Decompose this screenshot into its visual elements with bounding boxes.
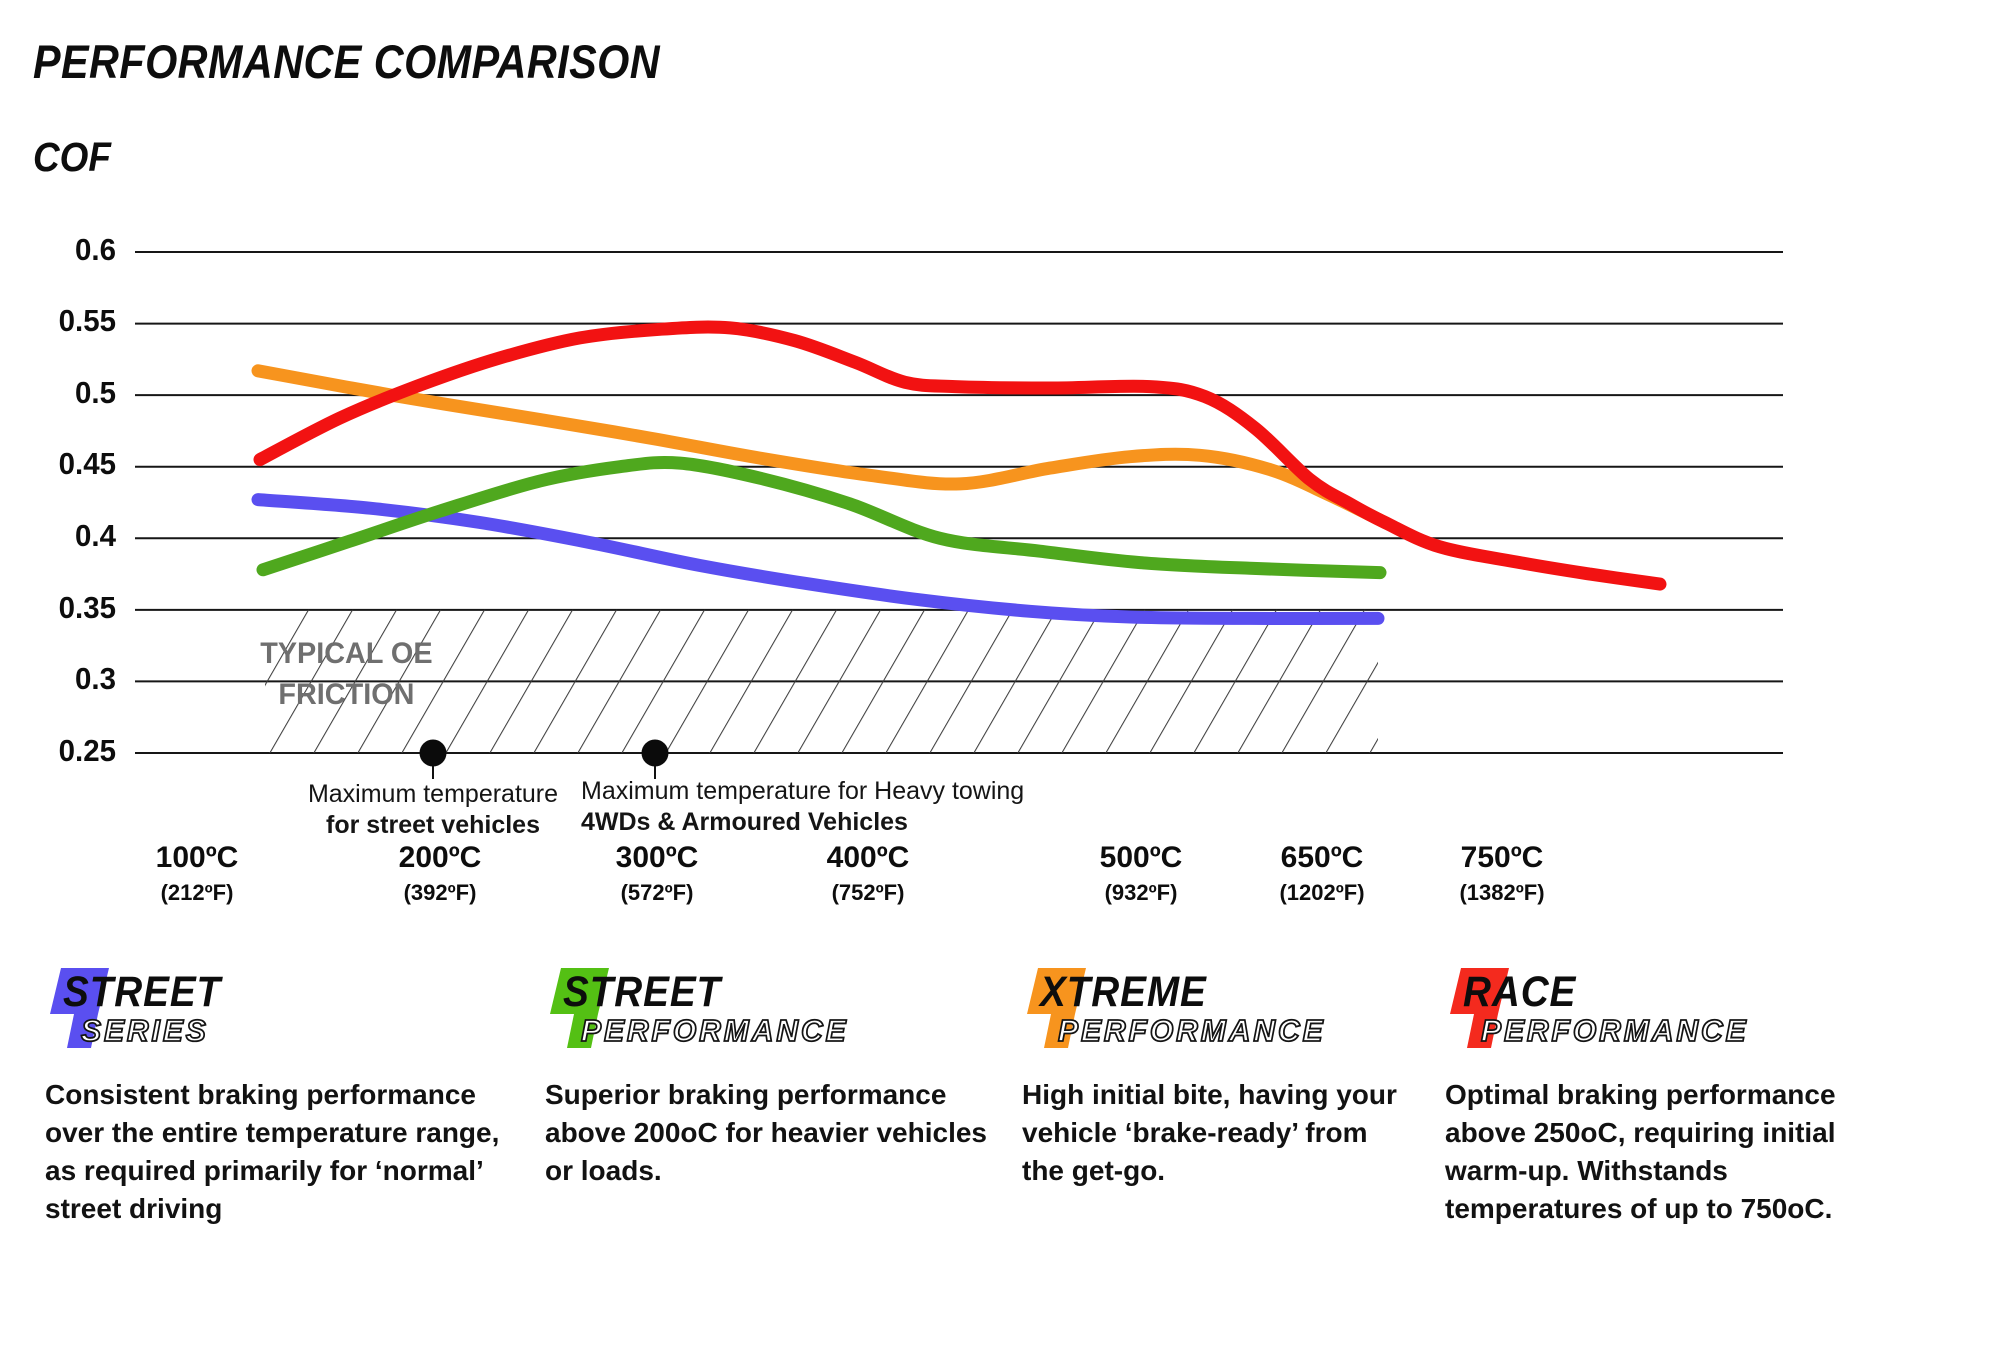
legend-word1: STREET bbox=[563, 968, 722, 1016]
legend-word2: SERIES bbox=[81, 1013, 209, 1048]
annotation-towing-line1: Maximum temperature for Heavy towing bbox=[581, 777, 1025, 805]
legend-street-performance bbox=[545, 966, 1010, 1190]
legend-description: Superior braking performance above 200oC for heavier vehicles or loads. bbox=[545, 1079, 987, 1186]
legend-word1: XTREME bbox=[1040, 968, 1207, 1016]
x-axis-tick bbox=[330, 841, 550, 906]
x-tick-fahrenheit: (212ºF) bbox=[160, 880, 234, 905]
legend-race-performance bbox=[1445, 966, 1895, 1228]
x-axis-tick bbox=[758, 841, 978, 906]
y-axis-tick-label: 0.35 bbox=[58, 590, 116, 625]
legend-word2: PERFORMANCE bbox=[581, 1013, 849, 1048]
typical-oe-friction-line2: FRICTION bbox=[278, 678, 415, 711]
annotation-street-vehicles bbox=[250, 779, 616, 841]
legend-description: Optimal braking performance above 250oC, requiring initial warm-up. Withstands temperatures of up to 750oC. bbox=[1445, 1079, 1836, 1224]
x-tick-fahrenheit: (1382ºF) bbox=[1459, 880, 1545, 905]
y-axis-tick-label: 0.3 bbox=[75, 661, 116, 696]
y-axis-title: COF bbox=[33, 134, 111, 180]
x-tick-fahrenheit: (932ºF) bbox=[1104, 880, 1178, 905]
series-street-performance bbox=[263, 462, 1380, 572]
xtreme-performance-logo bbox=[1022, 966, 1407, 1052]
typical-oe-friction-line1: TYPICAL OE bbox=[260, 637, 433, 670]
annotation-street-line2: for street vehicles bbox=[326, 811, 540, 839]
y-axis-tick-label: 0.5 bbox=[75, 375, 116, 410]
max-temperature-marker-dot bbox=[420, 740, 447, 767]
x-tick-fahrenheit: (1202ºF) bbox=[1279, 880, 1365, 905]
x-tick-celsius: 300ºC bbox=[615, 841, 699, 874]
street-performance-logo bbox=[545, 966, 1010, 1052]
legend-xtreme-performance bbox=[1022, 966, 1407, 1190]
legend-description: Consistent braking performance over the entire temperature range, as required primarily for ‘normal’ street driving bbox=[45, 1079, 500, 1224]
legend-word1: RACE bbox=[1463, 968, 1577, 1016]
x-tick-fahrenheit: (752ºF) bbox=[831, 880, 905, 905]
y-axis-tick-label: 0.4 bbox=[75, 518, 116, 553]
y-axis-tick-label: 0.25 bbox=[58, 733, 116, 768]
street-series-logo bbox=[45, 966, 510, 1052]
x-tick-celsius: 100ºC bbox=[155, 841, 239, 874]
x-tick-celsius: 650ºC bbox=[1280, 841, 1364, 874]
x-tick-celsius: 750ºC bbox=[1460, 841, 1544, 874]
x-tick-celsius: 500ºC bbox=[1099, 841, 1183, 874]
legend-word2: PERFORMANCE bbox=[1058, 1013, 1326, 1048]
legend-word1: STREET bbox=[63, 968, 222, 1016]
x-axis-tick bbox=[547, 841, 767, 906]
x-axis-tick bbox=[87, 841, 307, 906]
race-performance-logo bbox=[1445, 966, 1895, 1052]
x-tick-fahrenheit: (392ºF) bbox=[403, 880, 477, 905]
y-axis-tick-label: 0.55 bbox=[58, 303, 116, 338]
legend-street-series bbox=[45, 966, 510, 1228]
y-axis-tick-label: 0.45 bbox=[58, 446, 116, 481]
legend-word2: PERFORMANCE bbox=[1481, 1013, 1749, 1048]
x-axis-tick bbox=[1392, 841, 1612, 906]
x-tick-fahrenheit: (572ºF) bbox=[620, 880, 694, 905]
max-temperature-marker-dot bbox=[642, 740, 669, 767]
annotation-towing-line2: 4WDs & Armoured Vehicles bbox=[581, 808, 908, 836]
x-tick-celsius: 200ºC bbox=[398, 841, 482, 874]
annotation-heavy-towing bbox=[581, 776, 1141, 838]
page-title: PERFORMANCE COMPARISON bbox=[33, 35, 661, 88]
annotation-street-line1: Maximum temperature bbox=[307, 780, 559, 808]
x-tick-celsius: 400ºC bbox=[826, 841, 910, 874]
typical-oe-friction-label bbox=[200, 633, 493, 715]
legend-description: High initial bite, having your vehicle ‘brake-ready’ from the get-go. bbox=[1022, 1079, 1397, 1186]
y-axis-tick-label: 0.6 bbox=[75, 232, 116, 267]
